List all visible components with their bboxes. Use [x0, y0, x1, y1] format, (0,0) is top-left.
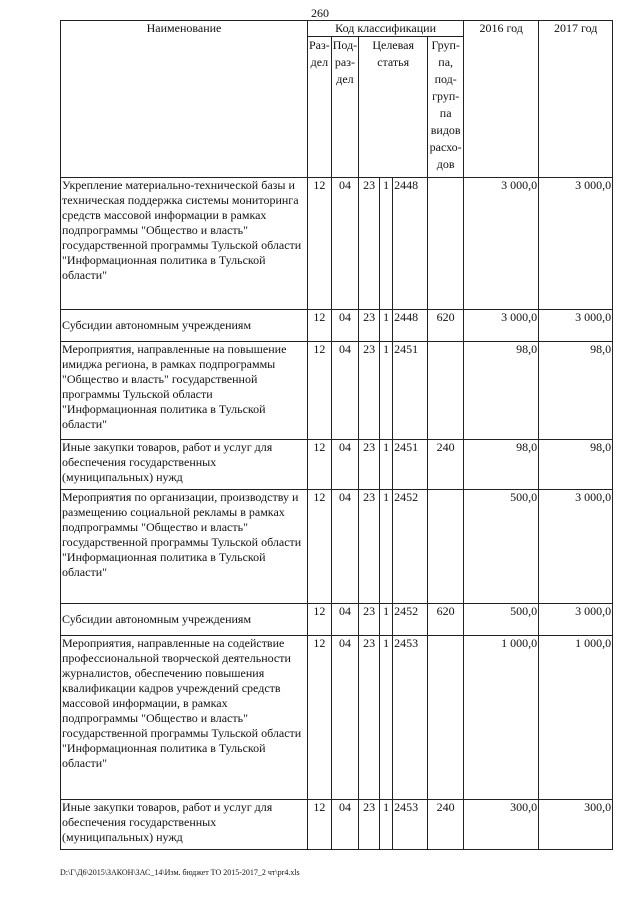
row-name: Иные закупки товаров, работ и услуг для обеспечения государственных (муниципальных) нужд — [61, 800, 308, 850]
row-ts-program: 23 — [359, 310, 380, 342]
row-ts-code: 2452 — [393, 604, 428, 636]
row-ts-subprogram: 1 — [380, 800, 393, 850]
row-ts-code: 2451 — [393, 342, 428, 440]
row-vr — [428, 636, 464, 800]
row-ts-program: 23 — [359, 342, 380, 440]
row-name: Субсидии автономным учреждениям — [61, 310, 308, 342]
table-row — [61, 440, 613, 490]
row-ts-program: 23 — [359, 604, 380, 636]
row-podrazdel: 04 — [331, 440, 358, 490]
row-ts-code: 2451 — [393, 440, 428, 490]
row-podrazdel: 04 — [331, 604, 358, 636]
row-vr — [428, 342, 464, 440]
row-amount-2016: 3 000,0 — [464, 178, 539, 310]
row-vr: 620 — [428, 604, 464, 636]
row-name: Субсидии автономным учреждениям — [61, 604, 308, 636]
row-razdel: 12 — [308, 342, 332, 440]
header-gruppa-vidov-rashodov: Груп- па, под- груп- па видов расхо- дов — [428, 37, 464, 178]
row-razdel: 12 — [308, 636, 332, 800]
row-vr: 240 — [428, 800, 464, 850]
header-name: Наименование — [61, 21, 308, 178]
row-name: Укрепление материально-технической базы и техническая поддержка системы мониторинга средств массовой информации в рамках подпрограммы "Общество и власть" государственной программы Тульской области "Информационная политика в Тульской области" — [61, 178, 308, 310]
row-podrazdel: 04 — [331, 178, 358, 310]
budget-table — [60, 20, 613, 850]
row-ts-code: 2453 — [393, 636, 428, 800]
table-row — [61, 490, 613, 604]
row-podrazdel: 04 — [331, 342, 358, 440]
row-vr: 240 — [428, 440, 464, 490]
row-amount-2017: 98,0 — [539, 342, 613, 440]
row-amount-2016: 1 000,0 — [464, 636, 539, 800]
table-row — [61, 636, 613, 800]
row-amount-2017: 300,0 — [539, 800, 613, 850]
row-podrazdel: 04 — [331, 490, 358, 604]
row-ts-code: 2452 — [393, 490, 428, 604]
row-name: Мероприятия, направленные на содействие профессиональной творческой деятельности журналистов, обеспечению повышения квалификации кадров учреждений средств массовой информации, в рамках подпрограммы "Общество и власть" государственной программы Тульской области "Информационная политика в Тульской области" — [61, 636, 308, 800]
table-row — [61, 310, 613, 342]
row-ts-subprogram: 1 — [380, 490, 393, 604]
header-code: Код классификации — [308, 21, 464, 37]
row-amount-2016: 300,0 — [464, 800, 539, 850]
header-year-2016: 2016 год — [464, 21, 539, 178]
row-amount-2017: 3 000,0 — [539, 604, 613, 636]
row-razdel: 12 — [308, 604, 332, 636]
row-name: Мероприятия, направленные на повышение имиджа региона, в рамках подпрограммы "Общество и власть" государственной программы Тульской области "Информационная политика в Тульской области" — [61, 342, 308, 440]
row-ts-program: 23 — [359, 178, 380, 310]
row-ts-code: 2453 — [393, 800, 428, 850]
header-podrazdel: Под- раз- дел — [331, 37, 358, 178]
row-ts-subprogram: 1 — [380, 342, 393, 440]
row-razdel: 12 — [308, 310, 332, 342]
table-row — [61, 178, 613, 310]
row-amount-2016: 500,0 — [464, 604, 539, 636]
file-path-footer: D:\Г\Д6\2015\ЗАКОН\ЗАС_14\Изм. бюджет ТО 2015-2017_2 чт\pr4.xls — [60, 868, 300, 877]
row-ts-program: 23 — [359, 440, 380, 490]
row-amount-2017: 3 000,0 — [539, 490, 613, 604]
row-ts-program: 23 — [359, 800, 380, 850]
row-name: Мероприятия по организации, производству и размещению социальной рекламы в рамках подпрограммы "Общество и власть" государственной программы Тульской области "Информационная политика в Тульской области" — [61, 490, 308, 604]
row-amount-2016: 3 000,0 — [464, 310, 539, 342]
header-razdel: Раз- дел — [308, 37, 332, 178]
table-row — [61, 604, 613, 636]
header-year-2017: 2017 год — [539, 21, 613, 178]
row-ts-subprogram: 1 — [380, 178, 393, 310]
row-ts-program: 23 — [359, 636, 380, 800]
row-razdel: 12 — [308, 440, 332, 490]
row-vr — [428, 178, 464, 310]
row-podrazdel: 04 — [331, 800, 358, 850]
row-ts-subprogram: 1 — [380, 310, 393, 342]
row-podrazdel: 04 — [331, 310, 358, 342]
row-ts-code: 2448 — [393, 178, 428, 310]
row-ts-subprogram: 1 — [380, 604, 393, 636]
row-amount-2016: 98,0 — [464, 440, 539, 490]
page-number: 260 — [311, 6, 329, 20]
header-tselevaya-statya: Целевая статья — [359, 37, 428, 178]
row-amount-2017: 3 000,0 — [539, 178, 613, 310]
table-row — [61, 342, 613, 440]
row-razdel: 12 — [308, 490, 332, 604]
row-razdel: 12 — [308, 178, 332, 310]
row-vr: 620 — [428, 310, 464, 342]
row-amount-2017: 98,0 — [539, 440, 613, 490]
row-amount-2016: 500,0 — [464, 490, 539, 604]
row-ts-code: 2448 — [393, 310, 428, 342]
table-row — [61, 800, 613, 850]
row-ts-subprogram: 1 — [380, 636, 393, 800]
row-amount-2017: 3 000,0 — [539, 310, 613, 342]
row-amount-2016: 98,0 — [464, 342, 539, 440]
row-podrazdel: 04 — [331, 636, 358, 800]
row-vr — [428, 490, 464, 604]
row-ts-subprogram: 1 — [380, 440, 393, 490]
row-razdel: 12 — [308, 800, 332, 850]
row-ts-program: 23 — [359, 490, 380, 604]
row-name: Иные закупки товаров, работ и услуг для обеспечения государственных (муниципальных) нужд — [61, 440, 308, 490]
row-amount-2017: 1 000,0 — [539, 636, 613, 800]
